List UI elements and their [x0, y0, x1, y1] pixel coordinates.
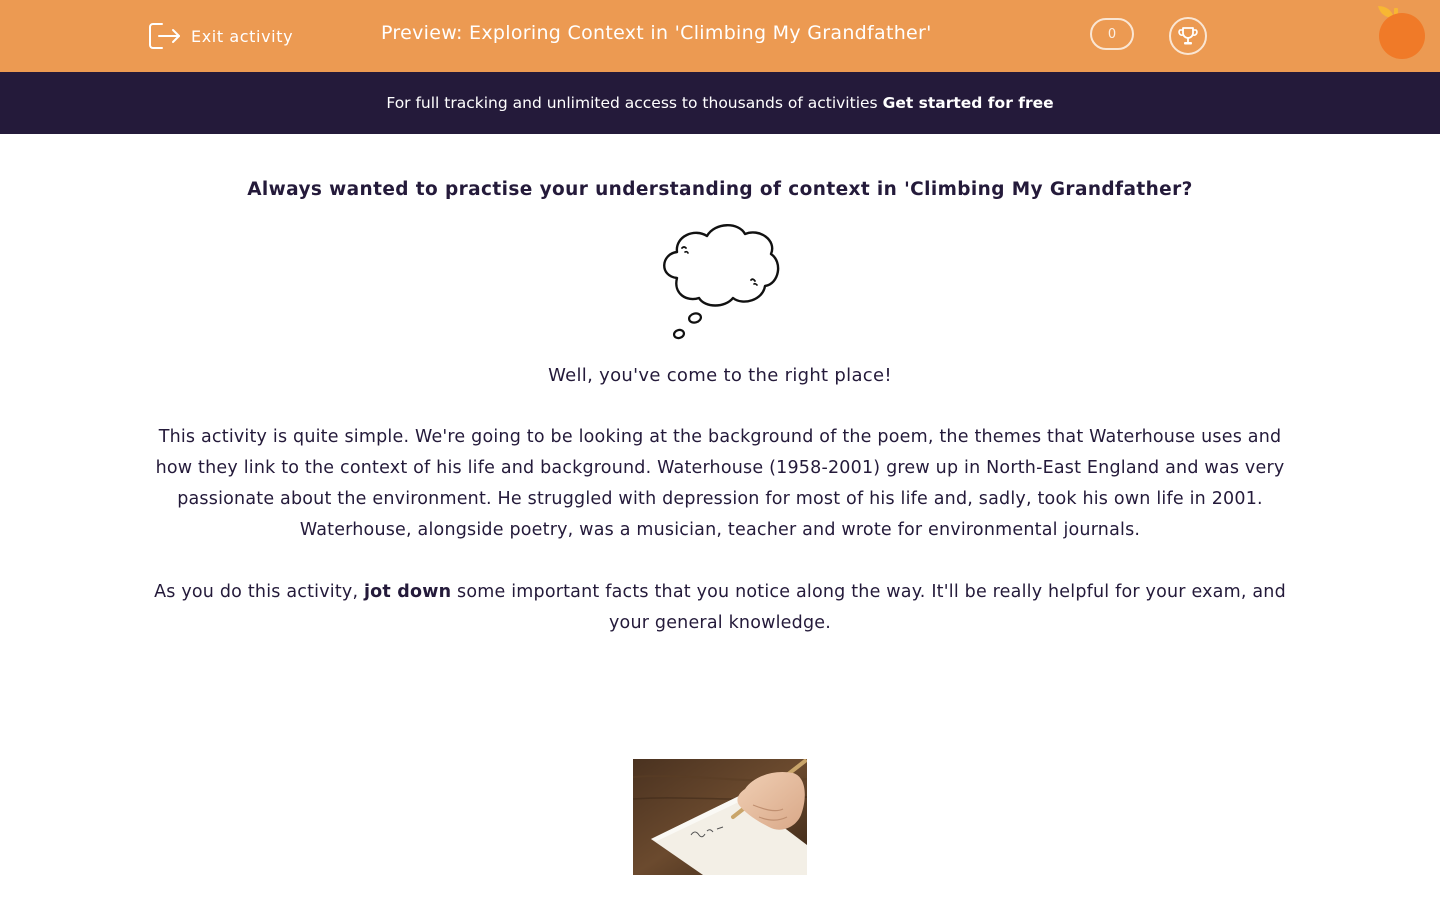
get-started-link[interactable]: Get started for free: [882, 94, 1054, 112]
instruction-text: [150, 577, 1290, 639]
banner-text: For full tracking and unlimited access to thousands of activities: [386, 94, 878, 112]
instruction-before: As you do this activity,: [154, 582, 364, 602]
welcome-text: Well, you've come to the right place!: [548, 365, 892, 386]
instruction-emphasis: jot down: [363, 582, 452, 602]
trophy-icon: [1177, 25, 1199, 47]
thought-cloud-icon: [655, 218, 785, 340]
page-title: Preview: Exploring Context in 'Climbing My Grandfather': [381, 22, 932, 44]
description-text: This activity is quite simple. We're going to be looking at the background of the poem, the themes that Waterhouse uses and how they link to the context of his life and background. Waterhouse (1958-2001) grew up in North-East England and was very passionate about the environment. He struggled with depression for most of his life and, sadly, took his own life in 2001. Waterhouse, alongside poetry, was a musician, teacher and wrote for environmental journals.: [155, 427, 1285, 540]
instruction-after: some important facts that you notice along the way. It'll be really helpful for your exam, and your general knowledge.: [451, 582, 1286, 633]
exit-activity-label: Exit activity: [191, 26, 294, 46]
activity-intro: [150, 134, 1290, 639]
signup-banner: [0, 72, 1440, 134]
score-counter: 0: [1090, 18, 1134, 50]
orange-logo: [1372, 4, 1430, 62]
exit-activity-button[interactable]: [148, 20, 293, 52]
exit-icon: [148, 21, 182, 51]
top-bar: [0, 0, 1440, 72]
intro-heading: Always wanted to practise your understanding of context in 'Climbing My Grandfather?: [247, 179, 1193, 200]
hand-writing-letter-image: [633, 759, 807, 875]
trophy-button[interactable]: [1169, 17, 1207, 55]
